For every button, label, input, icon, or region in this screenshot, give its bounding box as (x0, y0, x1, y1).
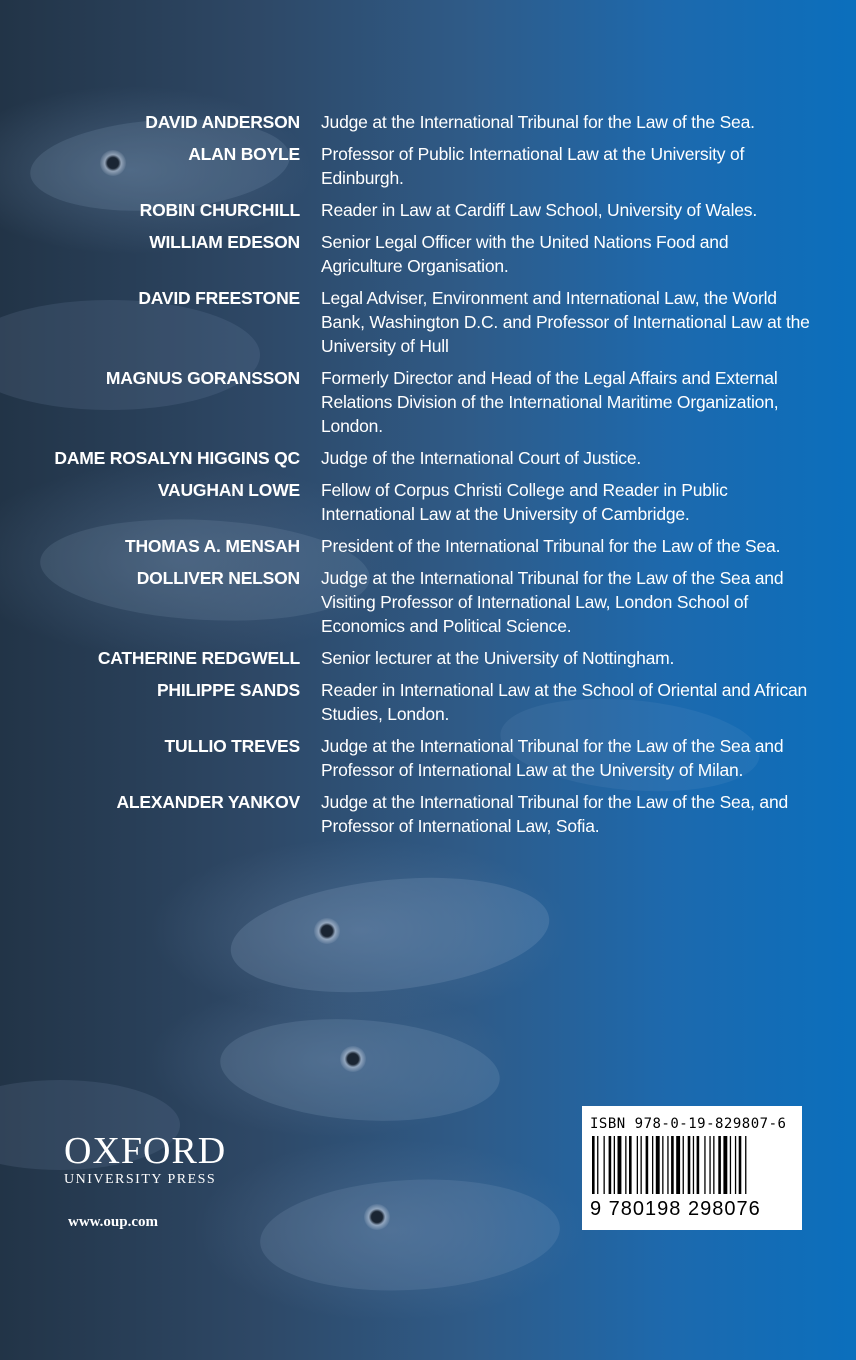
contributor-row (0, 678, 856, 726)
contributor-name: DAVID FREESTONE (138, 288, 300, 308)
barcode-bar (688, 1136, 691, 1194)
contributor-row (0, 366, 856, 438)
contributor-role: Judge at the International Tribunal for the Law of the Sea, and Professor of International Law, Sofia. (321, 792, 789, 836)
barcode-bar (637, 1136, 638, 1194)
contributor-name: ALAN BOYLE (188, 144, 300, 164)
contributor-role: Senior Legal Officer with the United Nations Food and Agriculture Organisation. (321, 232, 729, 276)
contributor-name: DAVID ANDERSON (145, 112, 300, 132)
barcode-bar (604, 1136, 605, 1194)
barcode-bar (693, 1136, 694, 1194)
barcode-bar (718, 1136, 721, 1194)
contributor-name: DAME ROSALYN HIGGINS QC (54, 448, 300, 468)
contributor-name: TULLIO TREVES (164, 736, 300, 756)
contributor-row (0, 142, 856, 190)
contributor-role: Reader in Law at Cardiff Law School, University of Wales. (321, 200, 758, 220)
isbn-label: ISBN 978-0-19-829807-6 (590, 1116, 787, 1132)
contributor-list (0, 110, 856, 846)
fish-eye-decoration (314, 918, 340, 944)
contributor-name: WILLIAM EDESON (149, 232, 300, 252)
contributor-row (0, 478, 856, 526)
fish-eye-decoration (364, 1204, 390, 1230)
contributor-name: ALEXANDER YANKOV (116, 792, 300, 812)
contributor-name: CATHERINE REDGWELL (97, 648, 300, 668)
contributor-role: Judge of the International Court of Justice. (321, 448, 642, 468)
contributor-role: President of the International Tribunal for the Law of the Sea. (321, 536, 781, 556)
publisher-website: www.oup.com (68, 1214, 159, 1230)
contributor-name: PHILIPPE SANDS (156, 680, 300, 700)
contributor-row (0, 286, 856, 358)
fish-shape (225, 864, 555, 1007)
contributor-name: DOLLIVER NELSON (136, 568, 300, 588)
contributor-role: Judge at the International Tribunal for the Law of the Sea and Visiting Professor of International Law, London School of Economics and Political Science. (321, 568, 784, 636)
barcode-bar (609, 1136, 612, 1194)
contributor-row (0, 230, 856, 278)
fish-shape (257, 1172, 562, 1298)
contributor-row (0, 566, 856, 638)
publisher-subtitle: UNIVERSITY PRESS (64, 1172, 217, 1187)
barcode-bar (745, 1136, 746, 1194)
barcode-bar (709, 1136, 710, 1194)
contributor-row (0, 110, 856, 134)
barcode-bar (671, 1136, 674, 1194)
contributor-role: Reader in International Law at the School of Oriental and African Studies, London. (321, 680, 808, 724)
barcode-bar (614, 1136, 615, 1194)
contributor-role: Judge at the International Tribunal for the Law of the Sea. (321, 112, 755, 132)
publisher-name: OXFORD (64, 1130, 227, 1172)
barcode-bar (730, 1136, 731, 1194)
fish-shape (217, 1010, 503, 1129)
contributor-name: THOMAS A. MENSAH (124, 536, 300, 556)
barcode-bar (683, 1136, 684, 1194)
barcode-bar (739, 1136, 742, 1194)
barcode-bar (667, 1136, 668, 1194)
barcode-bar (662, 1136, 663, 1194)
contributor-row (0, 734, 856, 782)
contributor-role: Formerly Director and Head of the Legal Affairs and External Relations Division of the International Maritime Organization, London. (321, 368, 779, 436)
contributor-role: Judge at the International Tribunal for the Law of the Sea and Professor of International Law at the University of Milan. (321, 736, 784, 780)
contributor-role: Fellow of Corpus Christi College and Reader in Public International Law at the University of Cambridge. (321, 480, 728, 524)
barcode-bar (723, 1136, 727, 1194)
contributor-name: ROBIN CHURCHILL (139, 200, 300, 220)
barcode-bar (652, 1136, 653, 1194)
contributor-row (0, 446, 856, 470)
barcode-bars (592, 1136, 792, 1194)
contributor-row (0, 198, 856, 222)
barcode-bar (629, 1136, 632, 1194)
contributor-row (0, 646, 856, 670)
barcode-bar (625, 1136, 626, 1194)
barcode-bar (618, 1136, 622, 1194)
isbn-barcode-box (582, 1106, 802, 1230)
barcode-bar (641, 1136, 642, 1194)
barcode-bar (704, 1136, 705, 1194)
contributor-name: MAGNUS GORANSSON (105, 368, 300, 388)
fish-eye-decoration (340, 1046, 366, 1072)
barcode-bar (676, 1136, 680, 1194)
barcode-bar (656, 1136, 660, 1194)
contributor-role: Professor of Public International Law at the University of Edinburgh. (321, 144, 745, 188)
barcode-bar (697, 1136, 700, 1194)
contributor-role: Legal Adviser, Environment and International Law, the World Bank, Washington D.C. and Professor of International Law at the University of Hull (321, 288, 810, 356)
barcode-bar (592, 1136, 595, 1194)
contributor-name: VAUGHAN LOWE (157, 480, 300, 500)
barcode-bar (713, 1136, 714, 1194)
contributor-role: Senior lecturer at the University of Nottingham. (321, 648, 675, 668)
oxford-university-press-logo (64, 1132, 226, 1188)
barcode-bar (597, 1136, 598, 1194)
contributor-row (0, 790, 856, 838)
contributor-row (0, 534, 856, 558)
barcode-bar (735, 1136, 736, 1194)
barcode-bar (646, 1136, 649, 1194)
barcode-digits: 9 780198 298076 (590, 1198, 761, 1220)
